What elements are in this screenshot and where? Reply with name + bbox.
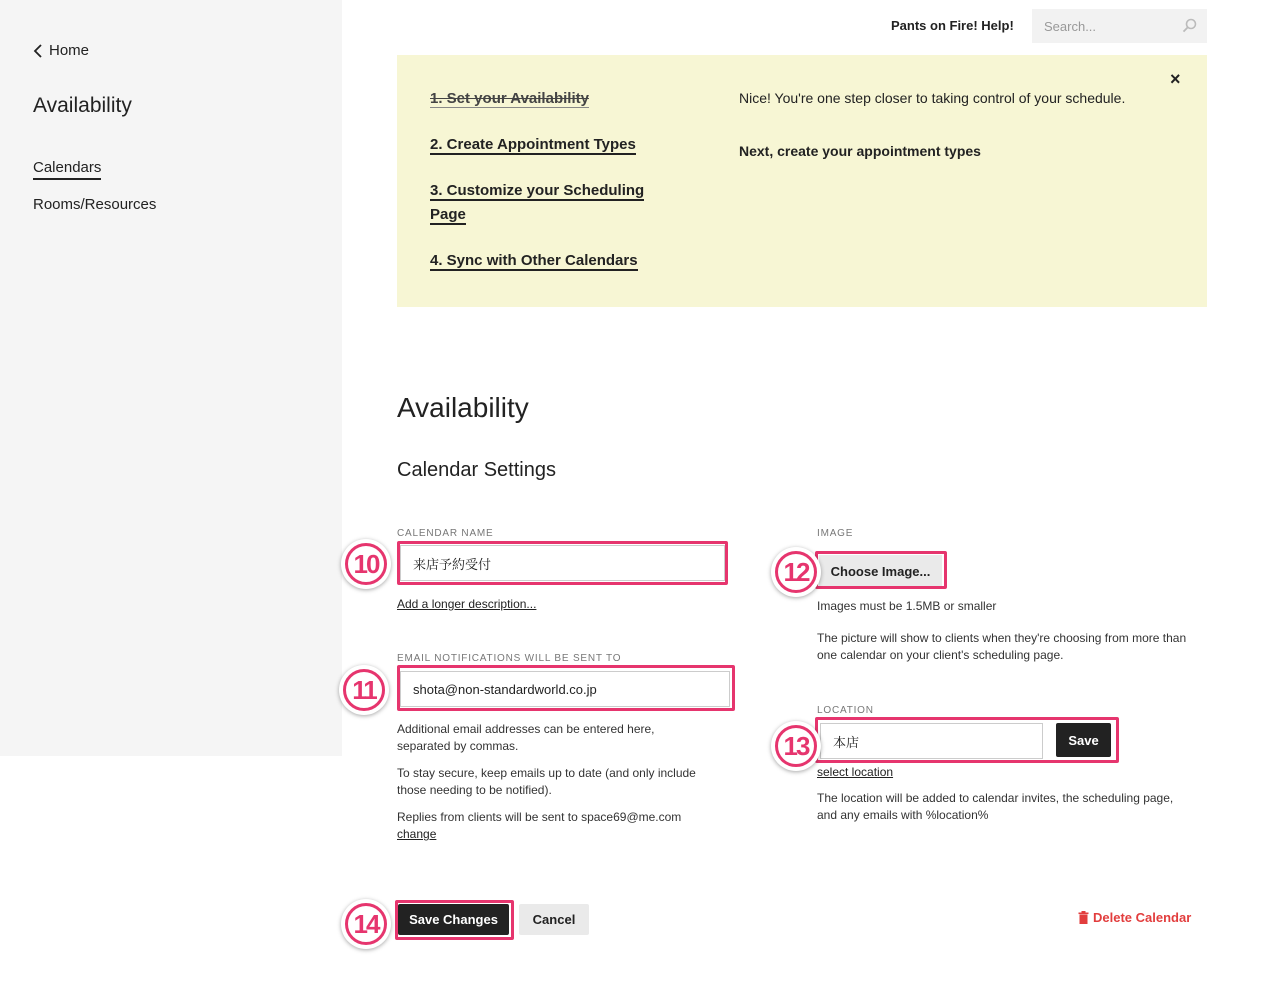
step-customize-scheduling-page[interactable]: 3. Customize your Scheduling Page (430, 182, 645, 223)
banner-next-step: Next, create your appointment types (739, 143, 981, 159)
email-help-replies: Replies from clients will be sent to space69@me.com (397, 810, 682, 824)
sidebar (0, 0, 342, 756)
email-field[interactable] (400, 671, 730, 707)
sidebar-item-calendars[interactable]: Calendars (33, 159, 101, 180)
annotation-badge-13: 13 (771, 721, 821, 771)
annotation-badge-10: 10 (341, 539, 391, 589)
step-create-appointment-types[interactable]: 2. Create Appointment Types (430, 136, 636, 153)
annotation-badge-14: 14 (341, 899, 391, 949)
step-set-availability[interactable]: 1. Set your Availability (430, 90, 589, 107)
annotation-badge-11: 11 (339, 665, 389, 715)
step-sync-calendars[interactable]: 4. Sync with Other Calendars (430, 252, 638, 269)
back-home-link[interactable] (33, 42, 89, 59)
calendar-name-label: CALENDAR NAME (397, 528, 494, 539)
choose-image-button[interactable]: Choose Image... (819, 555, 942, 587)
image-help-usage: The picture will show to clients when they're choosing from more than one calendar on your client's scheduling page. (817, 631, 1187, 662)
email-help-additional: Additional email addresses can be entered here, separated by commas. (397, 722, 655, 753)
search-box[interactable] (1032, 9, 1207, 43)
section-title: Calendar Settings (397, 459, 556, 481)
add-description-link[interactable]: Add a longer description... (397, 597, 537, 611)
banner-message: Nice! You're one step closer to taking control of your schedule. (739, 90, 1126, 106)
onboarding-banner (397, 55, 1207, 307)
delete-calendar-label: Delete Calendar (1093, 910, 1192, 925)
calendar-name-input[interactable] (400, 545, 725, 581)
email-notifications-label: EMAIL NOTIFICATIONS WILL BE SENT TO (397, 653, 622, 664)
page-title: Availability (397, 392, 529, 423)
cancel-button[interactable]: Cancel (519, 904, 589, 935)
annotation-badge-12: 12 (771, 547, 821, 597)
search-input[interactable] (1044, 19, 1174, 34)
email-help-secure: To stay secure, keep emails up to date (and only include those needing to be notified). (397, 766, 696, 797)
chevron-left-icon (33, 44, 43, 58)
save-changes-button[interactable]: Save Changes (398, 904, 509, 935)
sidebar-item-rooms-resources[interactable]: Rooms/Resources (33, 196, 157, 213)
location-label: LOCATION (817, 705, 874, 716)
close-icon[interactable]: × (1170, 69, 1181, 89)
location-save-button[interactable]: Save (1056, 723, 1111, 757)
image-help-size: Images must be 1.5MB or smaller (817, 599, 997, 613)
trash-icon (1078, 911, 1089, 924)
location-help: The location will be added to calendar invites, the scheduling page, and any emails with %location% (817, 791, 1174, 822)
delete-calendar-link[interactable] (1078, 910, 1191, 925)
change-reply-email-link[interactable]: change (397, 827, 437, 841)
location-input[interactable] (820, 723, 1043, 759)
home-link-label: Home (49, 42, 90, 59)
help-link[interactable]: Pants on Fire! Help! (891, 18, 1014, 33)
search-icon[interactable] (1182, 18, 1197, 33)
select-location-link[interactable]: select location (817, 765, 894, 779)
sidebar-title: Availability (33, 94, 132, 117)
image-label: IMAGE (817, 528, 854, 539)
